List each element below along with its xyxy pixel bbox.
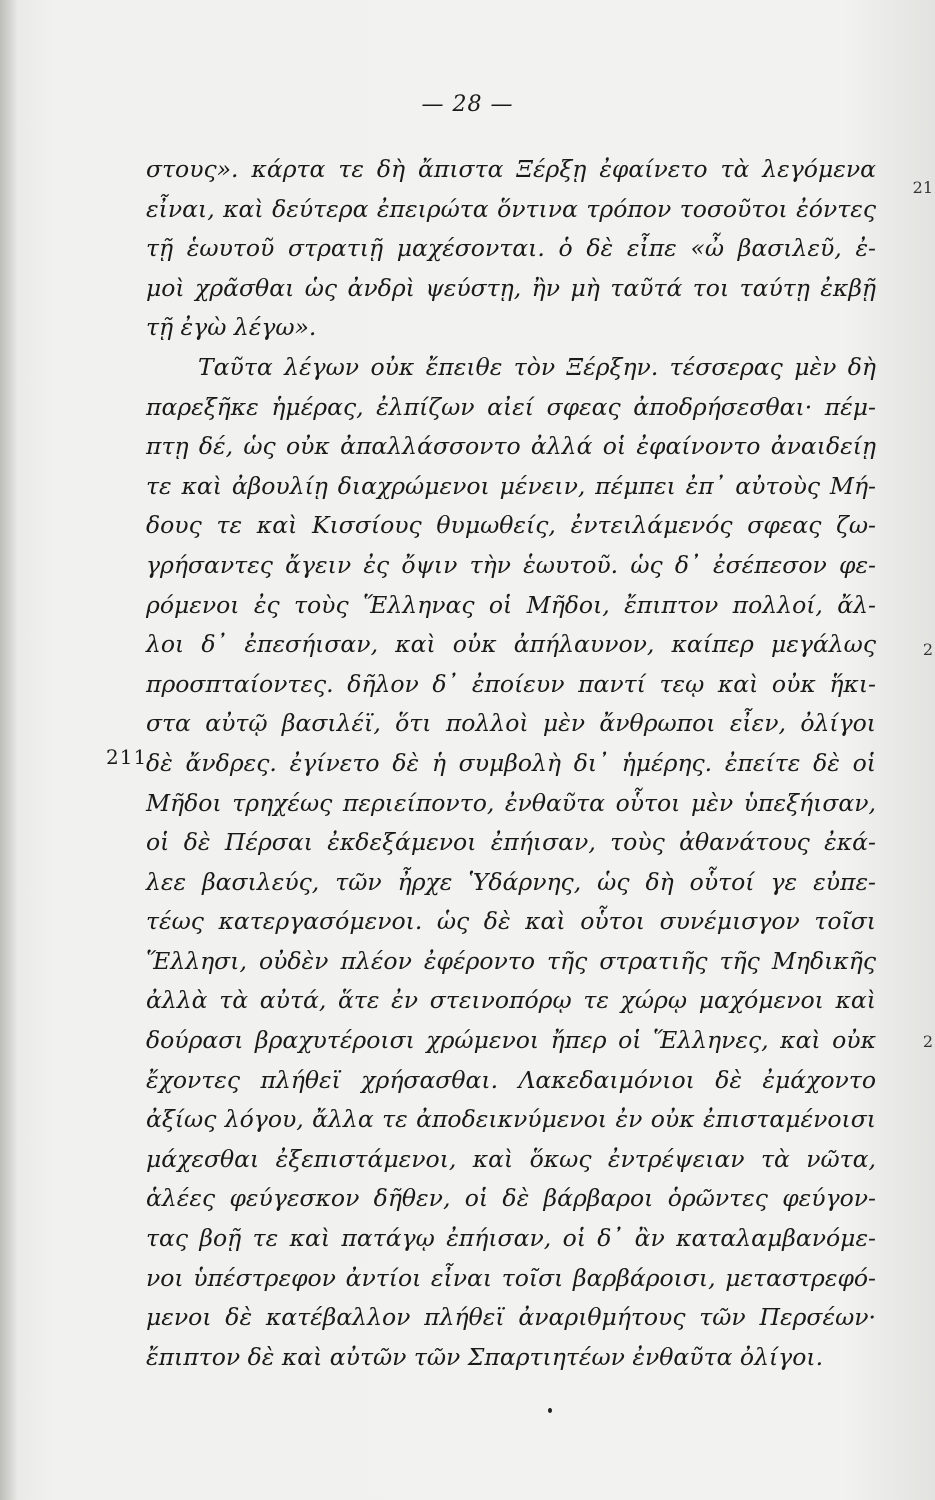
- body-text: [146, 150, 876, 1377]
- text-line: μοὶ χρᾶσθαι ὡς ἀνδρὶ ψεύστῃ, ἢν μὴ ταῦτά τοι ταύτῃ ἐκβῇ: [146, 273, 876, 302]
- text-line: Ἕλλησι, οὐδὲν πλέον ἐφέροντο τῆς στρατιῆς τῆς Μηδικῆς: [146, 946, 876, 975]
- text-line: νοι ὑπέστρεφον ἀντίοι εἶναι τοῖσι βαρβάροισι, μεταστρεφό-: [146, 1263, 876, 1292]
- margin-mark: 2: [922, 1032, 933, 1051]
- text-line: προσπταίοντες. δῆλον δ᾽ ἐποίευν παντί τεῳ καὶ οὐκ ἥκι-: [146, 669, 876, 698]
- text-line: στα αὐτῷ βασιλέϊ, ὅτι πολλοὶ μὲν ἄνθρωποι εἶεν, ὀλίγοι: [146, 709, 876, 738]
- text-line: πτῃ δέ, ὡς οὐκ ἀπαλλάσσοντο ἀλλά οἱ ἐφαίνοντο ἀναιδείῃ: [146, 432, 876, 461]
- text-line: ἀξίως λόγου, ἄλλα τε ἀποδεικνύμενοι ἐν οὐκ ἐπισταμένοισι: [146, 1105, 876, 1134]
- text-line: ἔπιπτον δὲ καὶ αὐτῶν τῶν Σπαρτιητέων ἐνθαῦτα ὀλίγοι.: [146, 1342, 824, 1371]
- text-line: τῇ ἑωυτοῦ στρατιῇ μαχέσονται. ὁ δὲ εἶπε «ὦ βασιλεῦ, ἐ-: [146, 234, 876, 263]
- text-line: λεε βασιλεύς, τῶν ἦρχε Ὑδάρνης, ὡς δὴ οὗτοί γε εὐπε-: [146, 867, 876, 896]
- text-line: μάχεσθαι ἐξεπιστάμενοι, καὶ ὅκως ἐντρέψειαν τὰ νῶτα,: [146, 1144, 876, 1173]
- text-line: εἶναι, καὶ δεύτερα ἐπειρώτα ὅντινα τρόπον τοσοῦτοι ἐόντες: [146, 194, 876, 223]
- gutter-shadow: [0, 0, 18, 1500]
- text-line: λοι δ᾽ ἐπεσήισαν, καὶ οὐκ ἀπήλαυνον, καίπερ μεγάλως: [146, 630, 876, 659]
- text-line: οἱ δὲ Πέρσαι ἐκδεξάμενοι ἐπήισαν, τοὺς ἀθανάτους ἐκά-: [146, 828, 876, 857]
- text-line: ἀλλὰ τὰ αὐτά, ἅτε ἐν στεινοπόρῳ τε χώρῳ μαχόμενοι καὶ: [146, 986, 876, 1015]
- page-number: — 28 —: [421, 92, 514, 117]
- text-line: ρόμενοι ἐς τοὺς Ἕλληνας οἱ Μῆδοι, ἔπιπτον πολλοί, ἄλ-: [146, 590, 876, 619]
- text-line: δὲ ἄνδρες. ἐγίνετο δὲ ἡ συμβολὴ δι᾽ ἡμέρης. ἐπείτε δὲ οἱ: [146, 748, 876, 777]
- text-line: μενοι δὲ κατέβαλλον πλήθεϊ ἀναριθμήτους τῶν Περσέων·: [146, 1303, 876, 1332]
- text-line: τέως κατεργασόμενοι. ὡς δὲ καὶ οὗτοι συνέμισγον τοῖσι: [146, 907, 876, 936]
- text-line: τῇ ἐγὼ λέγω».: [146, 313, 317, 342]
- text-line: παρεξῆκε ἡμέρας, ἐλπίζων αἰεί σφεας ἀποδρήσεσθαι· πέμ-: [146, 392, 876, 421]
- text-line: ἁλέες φεύγεσκον δῆθεν, οἱ δὲ βάρβαροι ὁρῶντες φεύγον-: [146, 1184, 876, 1213]
- text-line: δους τε καὶ Κισσίους θυμωθείς, ἐντειλάμενός σφεας ζω-: [146, 511, 876, 540]
- text-line: στους». κάρτα τε δὴ ἄπιστα Ξέρξῃ ἐφαίνετο τὰ λεγόμενα: [146, 155, 876, 183]
- margin-mark: 21: [912, 178, 933, 197]
- text-line: τας βοῇ τε καὶ πατάγῳ ἐπήισαν, οἱ δ᾽ ἂν καταλαμβανόμε-: [146, 1224, 876, 1253]
- margin-mark: 2: [922, 640, 933, 659]
- text-line: δούρασι βραχυτέροισι χρώμενοι ἤπερ οἱ Ἕλληνες, καὶ οὐκ: [146, 1026, 876, 1055]
- text-line: ἔχοντες πλήθεϊ χρήσασθαι. Λακεδαιμόνιοι δὲ ἐμάχοντο: [146, 1065, 876, 1094]
- text-line: Μῆδοι τρηχέως περιείποντο, ἐνθαῦτα οὗτοι μὲν ὑπεξήισαν,: [146, 788, 876, 817]
- text-line: γρήσαντες ἄγειν ἐς ὄψιν τὴν ἑωυτοῦ. ὡς δ᾽ ἐσέπεσον φε-: [146, 550, 876, 579]
- text-line: τε καὶ ἀβουλίῃ διαχρώμενοι μένειν, πέμπει ἐπ᾽ αὐτοὺς Μή-: [146, 471, 876, 500]
- ink-dot: [548, 1408, 552, 1413]
- section-number: 211: [106, 745, 148, 769]
- paragraph-start-line: Ταῦτα λέγων οὐκ ἔπειθε τὸν Ξέρξην. τέσσερας μὲν δὴ: [198, 352, 876, 381]
